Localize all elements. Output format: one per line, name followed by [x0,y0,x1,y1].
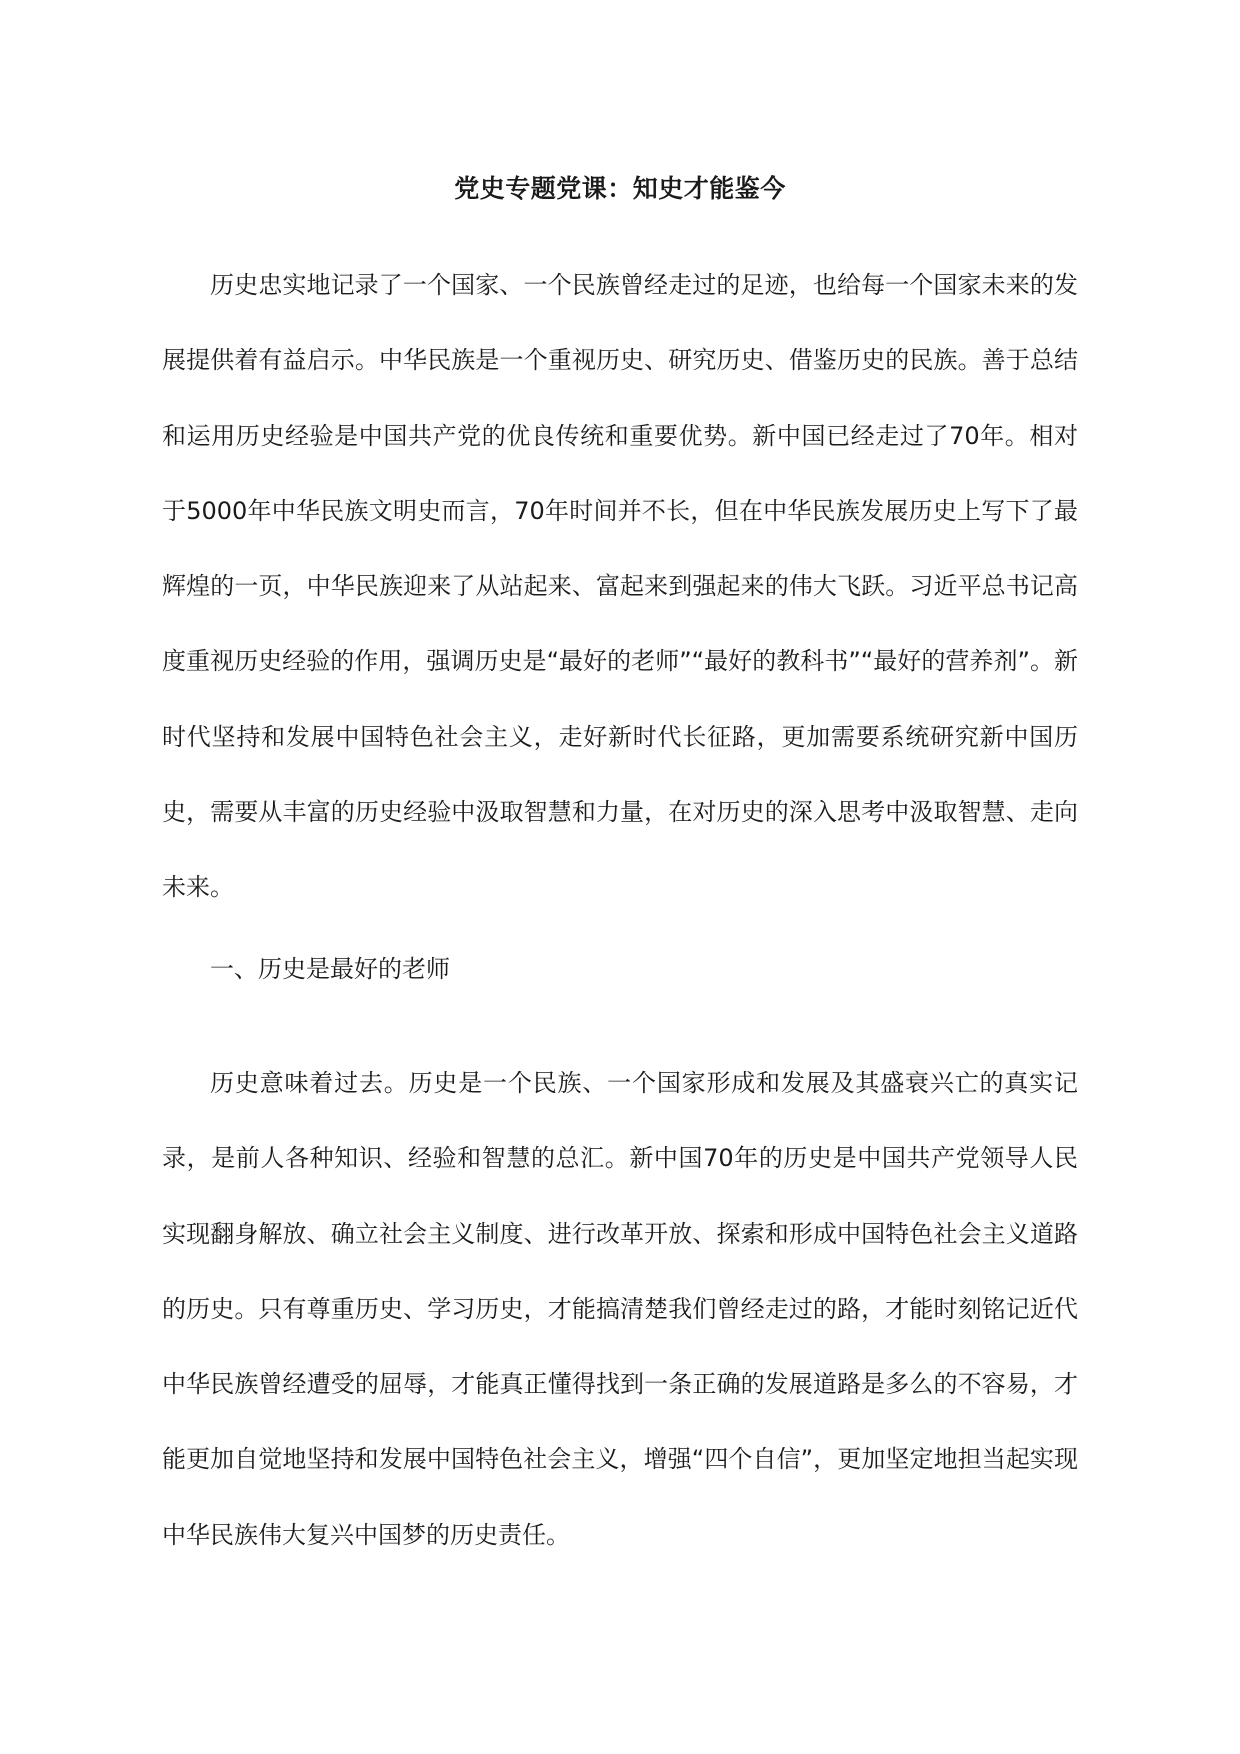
section-heading: 一、历史是最好的老师 [210,955,450,983]
intro-paragraph: 历史忠实地记录了一个国家、一个民族曾经走过的足迹，也给每一个国家未来的发展提供着有益启示。中华民族是一个重视历史、研究历史、借鉴历史的民族。善于总结和运用历史经验是中国共产党的优良传统和重要优势。新中国已经走过了70年。相对于5000年中华民族文明史而言，70年时间并不长，但在中华民族发展历史上写下了最辉煌的一页，中华民族迎来了从站起来、富起来到强起来的伟大飞跃。习近平总书记高度重视历史经验的作用，强调历史是“最好的老师”“最好的教科书”“最好的营养剂”。新时代坚持和发展中国特色社会主义，走好新时代长征路，更加需要系统研究新中国历史，需要从丰富的历史经验中汲取智慧和力量，在对历史的深入思考中汲取智慧、走向未来。 [162,271,1078,902]
section-paragraph: 历史意味着过去。历史是一个民族、一个国家形成和发展及其盛衰兴亡的真实记录，是前人各种知识、经验和智慧的总汇。新中国70年的历史是中国共产党领导人民实现翻身解放、确立社会主义制度、进行改革开放、探索和形成中国特色社会主义道路的历史。只有尊重历史、学习历史，才能搞清楚我们曾经走过的路，才能时刻铭记近代中华民族曾经遭受的屈辱，才能真正懂得找到一条正确的发展道路是多么的不容易，才能更加自觉地坚持和发展中国特色社会主义，增强“四个自信”，更加坚定地担当起实现中华民族伟大复兴中国梦的历史责任。 [162,1069,1078,1549]
document-title: 党史专题党课：知史才能鉴今 [454,174,786,203]
